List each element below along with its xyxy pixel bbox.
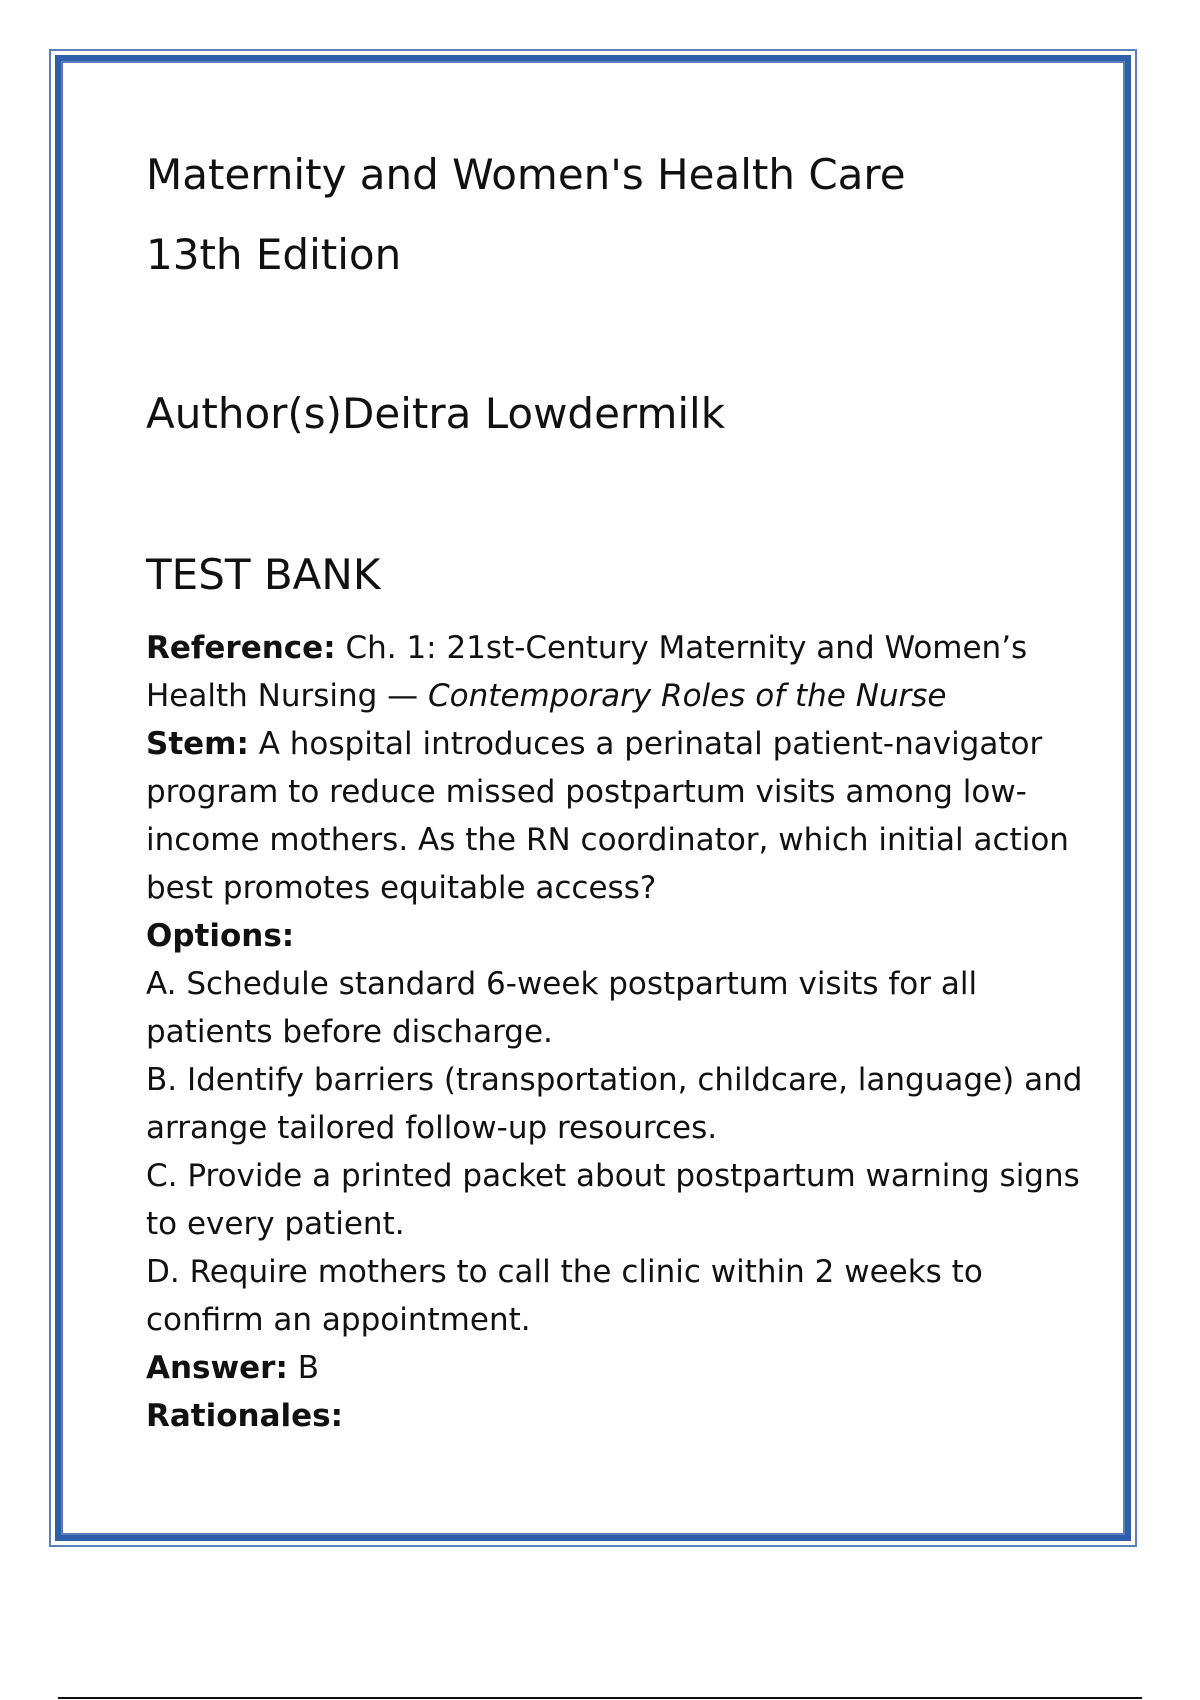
author-line: Author(s)Deitra Lowdermilk [146, 389, 726, 438]
stem-paragraph [146, 720, 1096, 912]
edition-line: 13th Edition [146, 230, 402, 279]
stem-text: A hospital introduces a perinatal patient-navigator program to reduce missed postpartum visits among low-income mothers. As the RN coordinator, which initial action best promotes equitable access? [146, 726, 1069, 906]
reference-paragraph [146, 624, 1096, 720]
option-c: C. Provide a printed packet about postpartum warning signs to every patient. [146, 1158, 1080, 1242]
answer-paragraph [146, 1344, 1096, 1392]
section-heading: TEST BANK [146, 550, 381, 599]
question-block [146, 624, 1096, 1440]
answer-value: B [287, 1350, 319, 1386]
option-b: B. Identify barriers (transportation, childcare, language) and arrange tailored follow-up resources. [146, 1062, 1083, 1146]
options-label: Options: [146, 918, 295, 954]
reference-text: Ch. 1: 21st-Century Maternity and Women’s Health Nursing — [146, 630, 1028, 714]
book-title: Maternity and Women's Health Care [146, 150, 906, 199]
rationales-label: Rationales: [146, 1398, 344, 1434]
reference-topic: Contemporary Roles of the Nurse [428, 678, 947, 714]
reference-label: Reference: [146, 630, 336, 666]
footer-rule [58, 1697, 1142, 1699]
stem-label: Stem: [146, 726, 249, 762]
option-a: A. Schedule standard 6-week postpartum visits for all patients before discharge. [146, 966, 978, 1050]
answer-label: Answer: [146, 1350, 288, 1386]
option-d: D. Require mothers to call the clinic within 2 weeks to confirm an appointment. [146, 1254, 983, 1338]
